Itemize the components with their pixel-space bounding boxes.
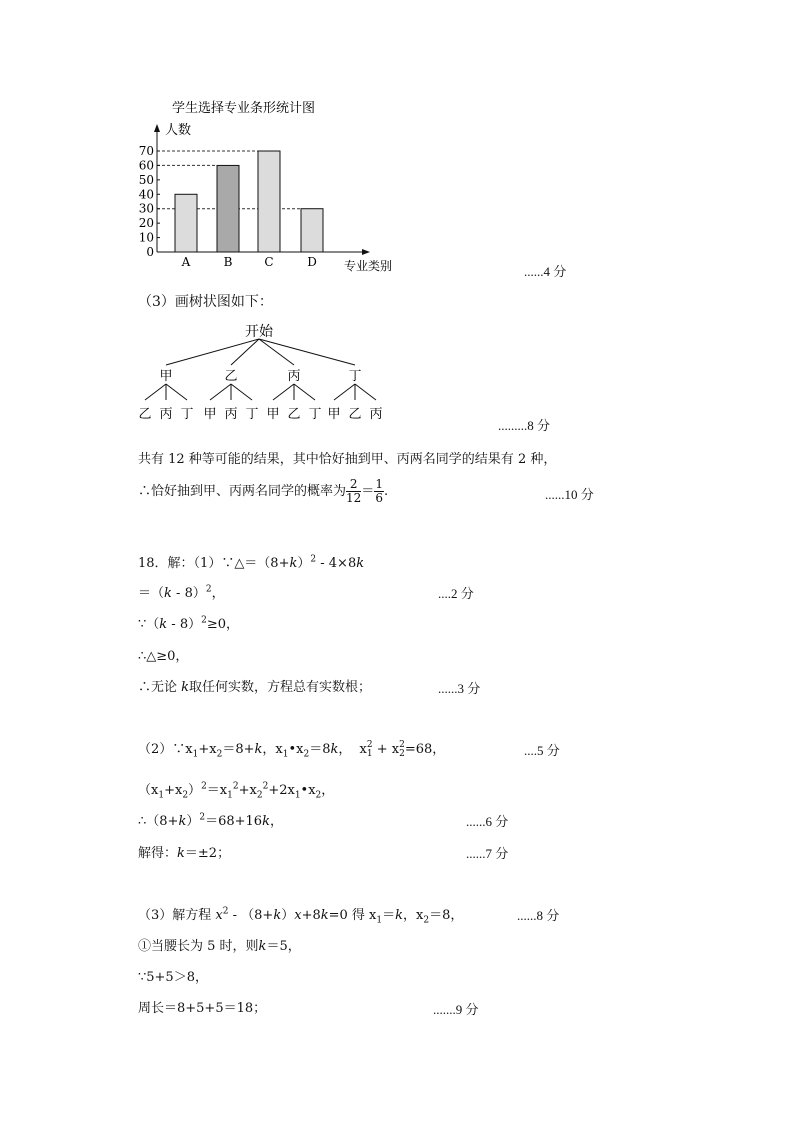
score-10: ......10 分 [545,487,594,502]
sum-of-squares [359,739,446,759]
probability-prefix: ∴恰好抽到甲、丙两名同学的概率为 [138,484,347,499]
text: ， [211,586,225,601]
exponent: 2 [232,781,239,792]
q18-part3-line-1 [138,904,463,926]
tree-edge [166,384,187,400]
y-tick-label: 60 [138,158,154,173]
q18-part3-line-2 [138,935,301,954]
text: +2x [268,783,295,798]
tree-diagram [0,318,794,428]
score-8: ......8 分 [517,908,560,923]
text: +x [238,783,257,798]
text: +x [198,742,217,757]
score-3: ......3 分 [438,681,481,696]
exponent: 2 [310,554,317,565]
y-tick-label: 10 [138,230,154,245]
score-5: ....5 分 [524,743,560,758]
tree-leaf-label: 甲 [327,407,341,422]
text: ＝8 [309,742,331,757]
y-tick-label: 30 [138,201,154,216]
subscript: 2 [216,749,223,760]
text: ， [269,814,283,829]
exponent: 2 [199,812,206,823]
subscript: 2 [256,790,263,801]
text: - 8） [167,617,202,632]
part3-heading: （3）画树状图如下： [138,294,273,310]
q18-line-1 [138,552,364,571]
var-k: k [356,556,365,571]
bar-chart [0,0,794,290]
var-k: k [273,908,282,923]
exponent: 2 [205,584,212,595]
chart-title: 学生选择专业条形统计图 [172,101,316,116]
exponent: 2 [222,906,229,917]
text: 取任何实数，方程总有实数根； [189,680,372,695]
tree-edge [273,384,294,400]
tree-node-label: 丙 [287,369,301,384]
exponent: 2 [201,615,207,626]
x-tick-label: C [264,255,274,269]
tree-leaf-label: 乙 [287,407,301,422]
text: x [359,742,367,757]
exponent: 2 [366,739,373,750]
x-tick-label: B [223,255,233,269]
text: ①当腰长为 5 时，则 [138,939,259,954]
tree-leaf-label: 丙 [224,407,238,422]
x-axis-arrow [362,249,370,255]
subscript: 1 [227,790,233,801]
text: ∵（ [138,617,160,632]
text: ） [186,814,200,829]
tree-node-label: 丁 [348,369,362,384]
text: ≥0， [206,617,240,632]
text: ， [321,783,335,798]
text: ＝（ [138,586,165,601]
q18-line-4: ∴△≥0， [138,649,189,664]
subscript: 1 [282,749,289,760]
text: ， [338,742,352,757]
subscript: 1 [376,915,383,926]
subscript: 1 [192,749,199,760]
exponent: 2 [399,739,405,750]
tree-edge [145,384,166,400]
tree-leaf-label: 甲 [203,407,217,422]
score-2: ....2 分 [438,586,474,601]
tree-lines [145,339,376,400]
fraction-numerator: 2 [346,478,361,492]
text: =0 得 x [328,908,377,923]
text: + x [372,742,400,757]
y-axis-arrow [154,124,160,132]
tree-leaf-label: 乙 [348,407,362,422]
score-8-tree: .........8 分 [498,418,551,433]
var-x: x [294,908,302,923]
tree-leaf-label: 甲 [266,407,280,422]
text: ＝8， [429,908,464,923]
var-x: x [215,908,223,923]
text: ∴无论 [138,680,182,695]
text: - 4×8 [316,556,357,571]
q18-part3-line-4: 周长＝8+5+5＝18； [138,1001,267,1016]
var-k: k [395,908,404,923]
tree-leaf-label: 丁 [308,407,322,422]
bar-A [175,194,197,252]
score-7: ......7 分 [466,846,509,861]
outcome-line: 共有 12 种等可能的结果，其中恰好抽到甲、丙两名同学的结果有 2 种， [138,452,557,467]
text: ，x [403,908,424,923]
var-k: k [178,814,187,829]
x-tick-label: D [307,255,317,269]
score-9: .......9 分 [433,1002,479,1017]
text: - （8+ [228,908,274,923]
fraction-denominator: 12 [346,491,362,505]
text: =68， [404,742,446,757]
text: 18．解：（1）∵△＝（8+ [138,556,290,571]
var-k: k [164,586,172,601]
fraction-2-12 [346,478,361,505]
text: （3）解方程 [138,908,216,923]
subscript: 2 [182,790,189,801]
tree-edge [259,339,355,365]
tree-labels [138,324,382,422]
period: . [383,484,389,499]
score-4: ......4 分 [524,264,567,279]
var-k: k [177,846,185,861]
q18-line-5 [138,676,371,695]
var-k: k [330,742,339,757]
text: ） [297,556,311,571]
text: +x [164,783,183,798]
tree-edge [294,384,315,400]
tree-leaf-label: 丁 [245,407,259,422]
text: 解得： [138,846,178,861]
text: ∴（8+ [138,814,179,829]
bar-B [217,165,239,252]
fraction-denominator: 6 [375,491,383,505]
tree-node-label: 甲 [159,369,173,384]
y-tick-label: 40 [138,187,154,202]
var-k: k [258,939,267,954]
var-k: k [254,742,263,757]
chart-x-axis-label: 专业类别 [344,259,393,273]
bar-D [301,209,323,252]
tree-edge [231,384,252,400]
equals-sign: ＝ [361,484,375,499]
text: •x [300,783,316,798]
y-tick-label: 50 [138,172,154,187]
text: +8 [301,908,321,923]
probability-line [138,477,388,507]
var-k: k [320,908,329,923]
q18-part2-line-3 [138,810,283,829]
tree-edge [210,384,231,400]
subscript: 2 [423,915,430,926]
text: ＝5， [266,939,301,954]
subscript: 1 [294,790,301,801]
text: ＝x [206,783,228,798]
text: ＝ [382,908,396,923]
fraction-1-6 [374,478,384,505]
q18-part2-line-1 [138,738,445,760]
text: （2）∵x [138,742,193,757]
bar-C [258,151,280,252]
fraction-numerator: 1 [375,477,383,491]
subscript: 2 [399,748,405,759]
var-k: k [262,814,270,829]
q18-part2-line-4 [138,842,230,861]
tree-node-label: 乙 [224,369,238,384]
text: ＝68+16 [205,814,263,829]
q18-part2-line-2 [138,779,334,801]
exponent: 2 [201,781,207,792]
var-k: k [289,556,298,571]
q18-line-3 [138,613,239,632]
y-tick-label: 70 [138,144,154,158]
subscript: 1 [158,790,165,801]
subscript: 2 [315,790,322,801]
subscript: 1 [366,748,373,759]
text: - 8） [171,586,206,601]
tree-leaf-label: 丁 [180,407,194,422]
y-tick-label: 0 [146,245,154,259]
text: ＝8+ [222,742,255,757]
chart-bars [175,151,323,252]
chart-x-ticks [181,255,317,269]
text: ，x [262,742,283,757]
text: •x [288,742,304,757]
text: ） [188,783,202,798]
q18-part3-line-3: ∵5+5＞8， [138,970,208,985]
text: ） [281,908,295,923]
tree-edge [259,339,294,365]
score-6: ......6 分 [466,814,509,829]
q18-line-2 [138,582,225,601]
exponent: 2 [262,781,269,792]
chart-y-axis-label: 人数 [165,123,192,138]
text: （x [138,783,159,798]
tree-leaf-label: 乙 [138,407,152,422]
y-tick-label: 20 [138,216,154,231]
tree-edge [334,384,355,400]
tree-root-label: 开始 [245,324,273,340]
tree-leaf-label: 丙 [159,407,173,422]
var-k: k [181,680,190,695]
x-tick-label: A [181,255,191,269]
tree-leaf-label: 丙 [369,407,383,422]
text: ＝±2； [184,846,231,861]
tree-edge [355,384,376,400]
subscript: 2 [303,749,310,760]
var-k: k [159,617,168,632]
